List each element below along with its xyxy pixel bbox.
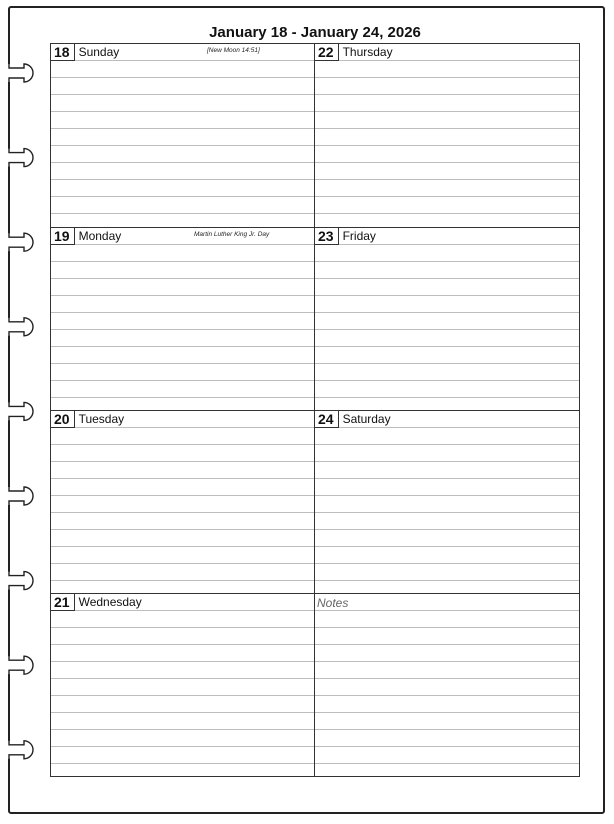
binder-ring-icon	[6, 400, 33, 422]
day-name: Saturday	[342, 412, 391, 426]
binder-rings	[0, 0, 40, 824]
day-name: Sunday	[78, 45, 120, 59]
week-grid	[50, 43, 580, 777]
day-number: 22	[315, 44, 339, 61]
event-label: Martin Luther King Jr. Day	[194, 231, 270, 238]
binder-ring-icon	[6, 62, 33, 84]
day-number: 18	[51, 44, 75, 61]
day-header	[51, 594, 142, 610]
day-number: 24	[315, 411, 339, 428]
day-name: Friday	[342, 229, 376, 243]
day-cell-thursday[interactable]	[315, 44, 579, 227]
day-header	[315, 44, 393, 60]
day-cell-sunday[interactable]	[51, 44, 315, 227]
day-name: Wednesday	[78, 595, 142, 609]
day-cell-wednesday[interactable]	[51, 593, 315, 776]
binder-ring-icon	[6, 570, 33, 592]
page-title: January 18 - January 24, 2026	[209, 24, 421, 41]
day-cell-monday[interactable]	[51, 227, 315, 410]
notes-cell[interactable]	[315, 593, 579, 776]
day-name: Thursday	[342, 45, 393, 59]
binder-ring-icon	[6, 739, 33, 761]
notes-label: Notes	[317, 596, 351, 610]
binder-ring-icon	[6, 654, 33, 676]
day-number: 19	[51, 228, 75, 245]
day-number: 23	[315, 228, 339, 245]
day-cell-saturday[interactable]	[315, 410, 579, 593]
day-header	[315, 411, 391, 427]
binder-ring-icon	[6, 231, 33, 253]
binder-ring-icon	[6, 485, 33, 507]
binder-ring-icon	[6, 316, 33, 338]
day-name: Tuesday	[78, 412, 125, 426]
day-header	[51, 228, 121, 244]
day-header	[51, 44, 119, 60]
day-header	[51, 411, 124, 427]
day-number: 21	[51, 594, 75, 611]
event-label: [New Moon 14:51]	[207, 47, 260, 54]
binder-ring-icon	[6, 147, 33, 169]
day-header	[315, 228, 376, 244]
day-name: Monday	[78, 229, 122, 243]
day-cell-tuesday[interactable]	[51, 410, 315, 593]
day-cell-friday[interactable]	[315, 227, 579, 410]
day-number: 20	[51, 411, 75, 428]
